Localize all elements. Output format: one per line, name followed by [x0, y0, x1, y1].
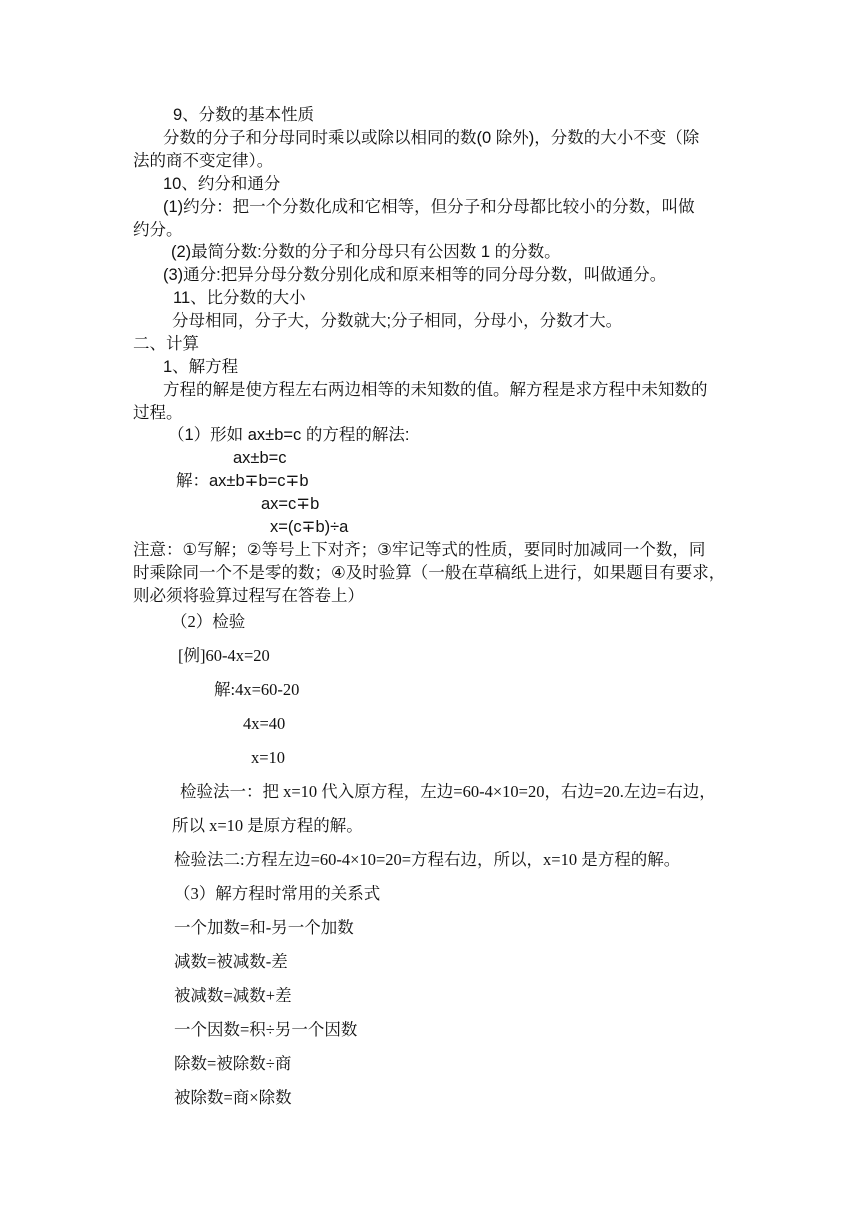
relation-line: 减数=被减数-差	[174, 952, 288, 971]
paragraph-line: 方程的解是使方程左右两边相等的未知数的值。解方程是求方程中未知数的	[163, 381, 708, 399]
relation-line: 被减数=减数+差	[174, 986, 292, 1005]
paragraph-line: 所以 x=10 是原方程的解。	[172, 816, 363, 835]
equation-line: ax±b=c	[233, 449, 287, 467]
subheading-relations: （3）解方程时常用的关系式	[174, 884, 381, 903]
paragraph-line: (3)通分:把异分母分数分别化成和原来相等的同分母分数，叫做通分。	[163, 266, 667, 284]
paragraph-line: (1)约分：把一个分数化成和它相等，但分子和分母都比较小的分数，叫做	[163, 198, 695, 216]
paragraph-line: 过程。	[133, 404, 183, 422]
relation-line: 一个因数=积÷另一个因数	[174, 1020, 358, 1039]
subheading-method: （1）形如 ax±b=c 的方程的解法:	[168, 426, 410, 444]
paragraph-line: 检验法一：把 x=10 代入原方程，左边=60-4×10=20，右边=20.左边=右边，	[180, 782, 716, 801]
paragraph-line: 时乘除同一个不是零的数；④及时验算（一般在草稿纸上进行，如果题目有要求，	[133, 564, 726, 582]
equation-line: 解：ax±b∓b=c∓b	[176, 472, 309, 490]
example-line: [例]60-4x=20	[178, 646, 270, 665]
equation-line: ax=c∓b	[261, 495, 320, 513]
paragraph-line: 分数的分子和分母同时乘以或除以相同的数(0 除外)，分数的大小不变（除	[163, 129, 700, 147]
example-line: x=10	[251, 748, 286, 767]
heading-reduce-common: 10、约分和通分	[163, 175, 281, 193]
paragraph-line: 法的商不变定律）。	[133, 152, 274, 170]
paragraph-line: 检验法二:方程左边=60-4×10=20=方程右边，所以，x=10 是方程的解。	[174, 850, 681, 869]
equation-line: x=(c∓b)÷a	[270, 518, 349, 536]
paragraph-line: 约分。	[133, 221, 183, 239]
paragraph-line: (2)最简分数:分数的分子和分母只有公因数 1 的分数。	[171, 243, 561, 261]
example-line: 解:4x=60-20	[214, 680, 300, 699]
heading-compare-fractions: 11、比分数的大小	[173, 289, 306, 307]
paragraph-line: 则必须将验算过程写在答卷上）	[133, 587, 364, 605]
example-line: 4x=40	[243, 714, 286, 733]
paragraph-line: 分母相同，分子大，分数就大;分子相同，分母小，分数才大。	[172, 312, 623, 330]
paragraph-line: 注意：①写解；②等号上下对齐；③牢记等式的性质，要同时加减同一个数，同	[133, 541, 706, 559]
subheading-check: （2）检验	[171, 612, 246, 631]
relation-line: 一个加数=和-另一个加数	[174, 918, 354, 937]
heading-solve-equation: 1、解方程	[163, 358, 239, 376]
section-heading-calculation: 二、计算	[133, 335, 199, 353]
heading-fraction-property: 9、分数的基本性质	[173, 106, 315, 124]
relation-line: 被除数=商×除数	[174, 1088, 292, 1107]
relation-line: 除数=被除数÷商	[174, 1054, 292, 1073]
